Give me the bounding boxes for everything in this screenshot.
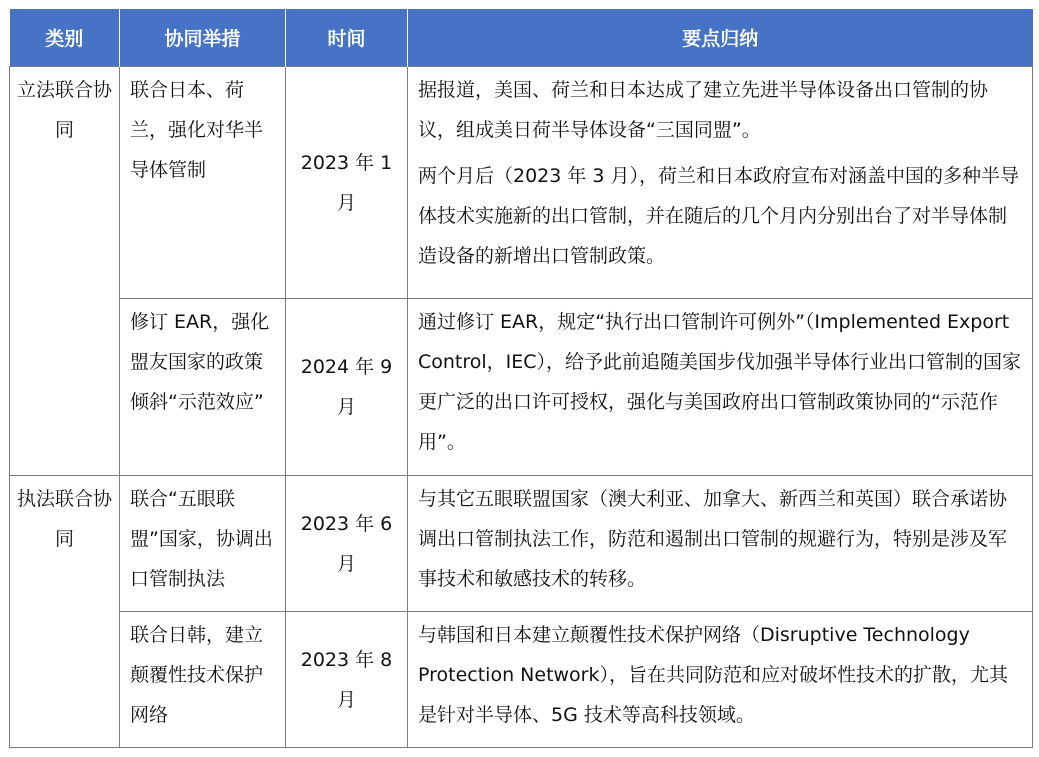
key-point-paragraph: 两个月后（2023 年 3 月），荷兰和日本政府宣布对涵盖中国的多种半导体技术实施新的出口管制，并在随后的几个月内分别出台了对半导体制造设备的新增出口管制政策。 bbox=[418, 165, 1020, 267]
header-key-points: 要点归纳 bbox=[408, 9, 1033, 67]
measure-cell: 修订 EAR，强化盟友国家的政策倾斜“示范效应” bbox=[120, 299, 286, 476]
key-points-cell bbox=[408, 299, 1033, 476]
key-point-paragraph: 据报道，美国、荷兰和日本达成了建立先进半导体设备出口管制的协议，组成美日荷半导体设备“三国同盟”。 bbox=[418, 79, 989, 141]
table-row bbox=[10, 476, 1033, 612]
time-cell: 2024 年 9 月 bbox=[286, 299, 408, 476]
measures-table bbox=[9, 9, 1033, 748]
key-points-cell bbox=[408, 476, 1033, 612]
table-row bbox=[10, 299, 1033, 476]
key-point-paragraph: 通过修订 EAR，规定“执行出口管制许可例外”（Implemented Export Control，IEC），给予此前追随美国步伐加强半导体行业出口管制的国家更广泛的出口许可授权，强化与美国政府出口管制政策协同的“示范作用”。 bbox=[418, 311, 1022, 453]
measure-cell: 联合“五眼联盟”国家，协调出口管制执法 bbox=[120, 476, 286, 612]
category-cell: 执法联合协同 bbox=[10, 476, 120, 748]
time-cell: 2023 年 8 月 bbox=[286, 612, 408, 748]
header-category: 类别 bbox=[10, 9, 120, 67]
header-measure: 协同举措 bbox=[120, 9, 286, 67]
key-point-paragraph: 与韩国和日本建立颠覆性技术保护网络（Disruptive Technology Protection Network），旨在共同防范和应对破坏性技术的扩散，尤其是针对半导体、5G 技术等高科技领域。 bbox=[418, 624, 1008, 726]
time-cell: 2023 年 6 月 bbox=[286, 476, 408, 612]
key-points-cell bbox=[408, 612, 1033, 748]
time-cell: 2023 年 1 月 bbox=[286, 67, 408, 299]
table-row bbox=[10, 67, 1033, 299]
measure-cell: 联合日韩，建立颠覆性技术保护网络 bbox=[120, 612, 286, 748]
table-header-row bbox=[10, 9, 1033, 67]
table-row bbox=[10, 612, 1033, 748]
measure-cell: 联合日本、荷兰，强化对华半导体管制 bbox=[120, 67, 286, 299]
header-time: 时间 bbox=[286, 9, 408, 67]
key-point-paragraph: 与其它五眼联盟国家（澳大利亚、加拿大、新西兰和英国）联合承诺协调出口管制执法工作，防范和遏制出口管制的规避行为，特别是涉及军事技术和敏感技术的转移。 bbox=[418, 488, 1008, 590]
category-cell: 立法联合协同 bbox=[10, 67, 120, 476]
key-points-cell bbox=[408, 67, 1033, 299]
